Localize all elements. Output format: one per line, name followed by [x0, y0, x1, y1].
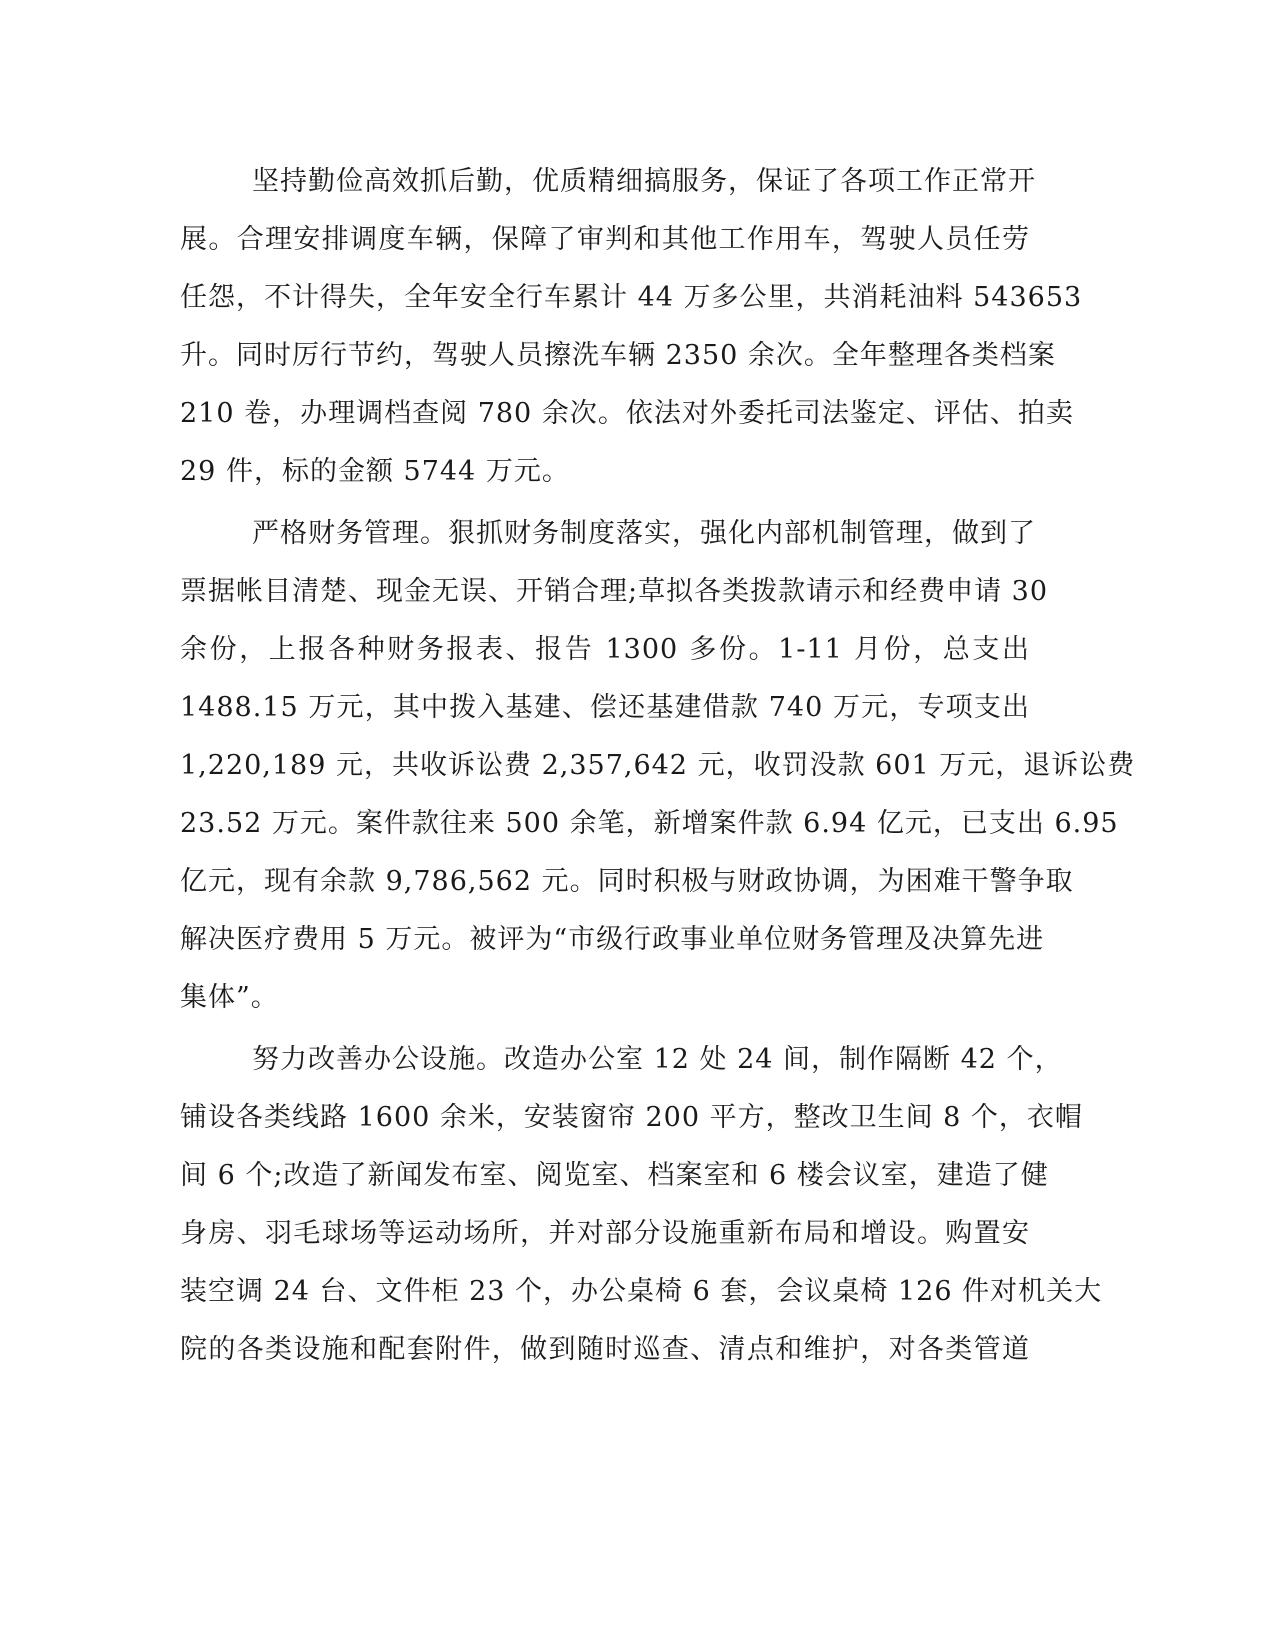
paragraph-3-line-3: 间 6 个;改造了新闻发布室、阅览室、档案室和 6 楼会议室，建造了健 — [180, 1160, 1049, 1191]
paragraph-3-line-6: 院的各类设施和配套附件，做到随时巡查、清点和维护，对各类管道 — [180, 1334, 1030, 1365]
paragraph-1-line-3: 任怨，不计得失，全年安全行车累计 44 万多公里，共消耗油料 543653 — [180, 282, 1083, 313]
paragraph-3-line-1: 努力改善办公设施。改造办公室 12 处 24 间，制作隔断 42 个， — [252, 1044, 1063, 1075]
paragraph-2-line-5: 1,220,189 元，共收诉讼费 2,357,642 元，收罚没款 601 万元，退诉讼费 — [180, 750, 1136, 781]
paragraph-3-line-2: 铺设各类线路 1600 余米，安装窗帘 200 平方，整改卫生间 8 个，衣帽 — [180, 1102, 1083, 1133]
paragraph-3-line-5: 装空调 24 台、文件柜 23 个，办公桌椅 6 套，会议桌椅 126 件对机关大 — [180, 1276, 1103, 1307]
paragraph-1-line-1: 坚持勤俭高效抓后勤，优质精细搞服务，保证了各项工作正常开 — [252, 166, 1036, 197]
paragraph-2-line-2: 票据帐目清楚、现金无误、开销合理;草拟各类拨款请示和经费申请 30 — [180, 576, 1049, 607]
paragraph-2-line-3: 余份，上报各种财务报表、报告 1300 多份。1-11 月份，总支出 — [180, 634, 1030, 665]
paragraph-1-line-5: 210 卷，办理调档查阅 780 余次。依法对外委托司法鉴定、评估、拍卖 — [180, 398, 1074, 429]
paragraph-2-line-9: 集体”。 — [180, 982, 279, 1013]
paragraph-2-line-6: 23.52 万元。案件款往来 500 余笔，新增案件款 6.94 亿元，已支出 6.95 — [180, 808, 1119, 839]
paragraph-1-line-6: 29 件，标的金额 5744 万元。 — [180, 456, 570, 487]
paragraph-1-line-2: 展。合理安排调度车辆，保障了审判和其他工作用车，驾驶人员任劳 — [180, 224, 1030, 255]
paragraph-2-line-8: 解决医疗费用 5 万元。被评为“市级行政事业单位财务管理及决算先进 — [180, 924, 1045, 955]
paragraph-1-line-4: 升。同时厉行节约，驾驶人员擦洗车辆 2350 余次。全年整理各类档案 — [180, 340, 1056, 371]
paragraph-2-line-7: 亿元，现有余款 9,786,562 元。同时积极与财政协调，为困难干警争取 — [180, 866, 1074, 897]
paragraph-2-line-1: 严格财务管理。狠抓财务制度落实，强化内部机制管理，做到了 — [252, 518, 1036, 549]
paragraph-3-line-4: 身房、羽毛球场等运动场所，并对部分设施重新布局和增设。购置安 — [180, 1218, 1030, 1249]
paragraph-2-line-4: 1488.15 万元，其中拨入基建、偿还基建借款 740 万元，专项支出 — [180, 692, 1030, 723]
